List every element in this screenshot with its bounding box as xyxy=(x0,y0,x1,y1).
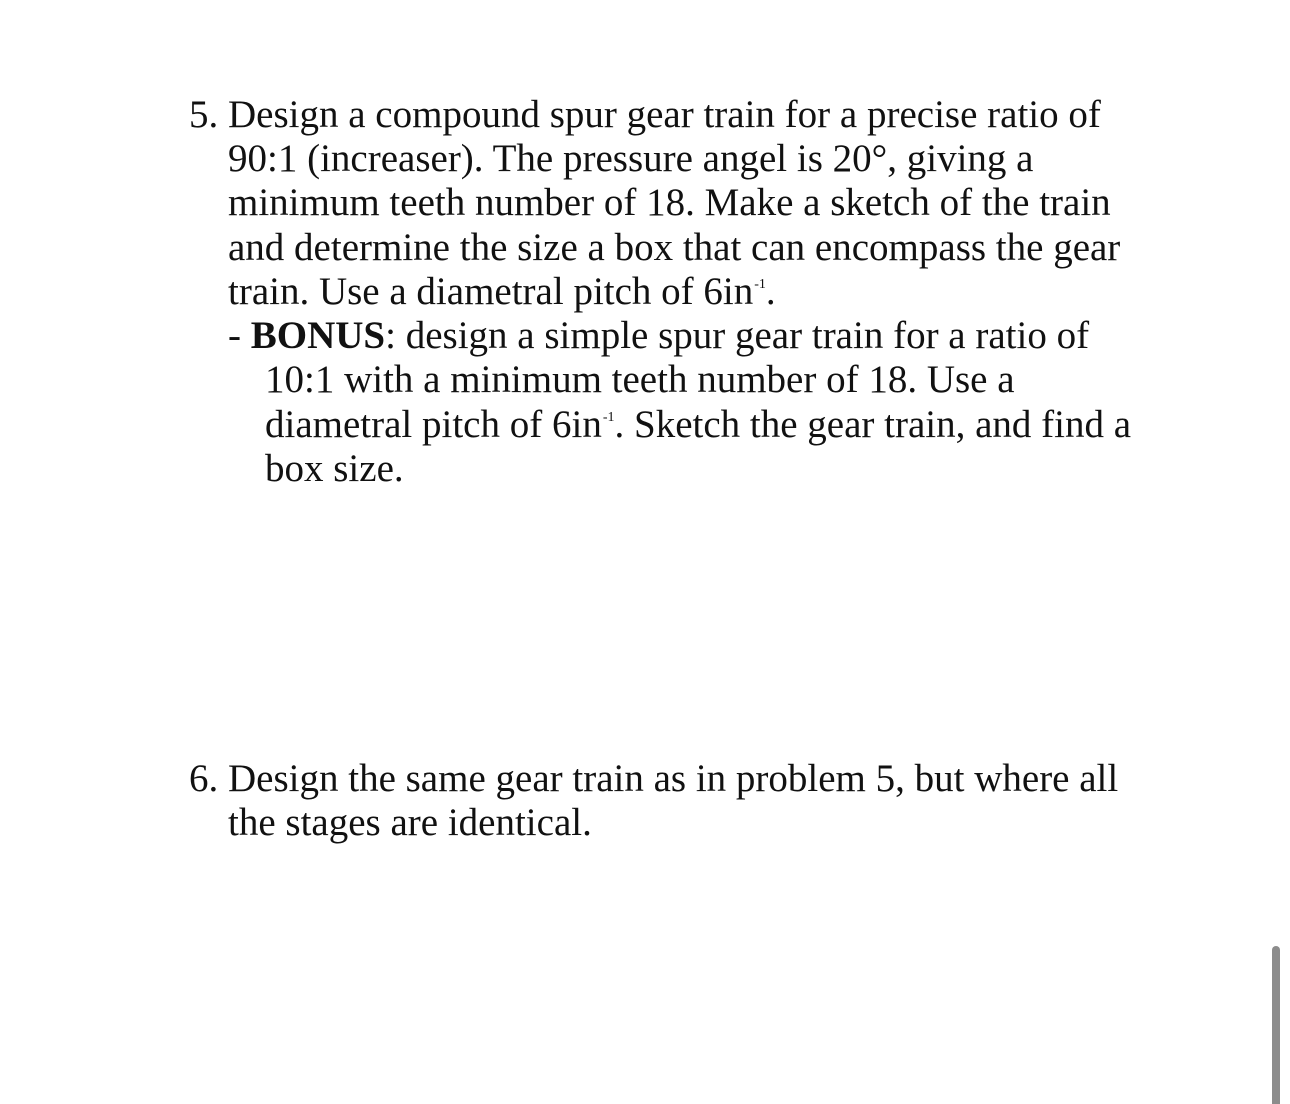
problem-5-line-3: minimum teeth number of 18. Make a sketch of the train xyxy=(228,181,1111,224)
problem-5-line-5-end: . xyxy=(765,270,776,313)
problem-6-line-2: the stages are identical. xyxy=(228,801,592,844)
bonus-line-3-text: diametral pitch of 6in xyxy=(265,403,602,446)
bonus-line-1 xyxy=(228,314,1089,358)
bonus-label: BONUS xyxy=(250,314,386,357)
bonus-line-4: box size. xyxy=(265,447,404,490)
bonus-dash: - xyxy=(228,314,251,357)
bonus-line-3-end: . Sketch the gear train, and find a xyxy=(614,403,1132,446)
problem-5-line-5-text: train. Use a diametral pitch of 6in xyxy=(228,270,754,313)
bonus-line-2: 10:1 with a minimum teeth number of 18. Use a xyxy=(265,358,1015,401)
problem-5-number: 5. xyxy=(189,93,219,136)
exponent: -1 xyxy=(602,410,615,425)
problem-5-line-4: and determine the size a box that can encompass the gear xyxy=(228,226,1121,269)
vertical-scrollbar[interactable] xyxy=(1272,946,1280,1104)
bonus-line-1-rest: : design a simple spur gear train for a ratio of xyxy=(385,314,1090,357)
problem-5-line-2: 90:1 (increaser). The pressure angel is 20°, giving a xyxy=(228,137,1034,180)
exponent: -1 xyxy=(754,277,766,292)
problem-6-number: 6. xyxy=(189,757,219,800)
problem-6-line-1: Design the same gear train as in problem 5, but where all xyxy=(228,757,1119,800)
problem-5-line-1: Design a compound spur gear train for a precise ratio of xyxy=(228,93,1101,136)
